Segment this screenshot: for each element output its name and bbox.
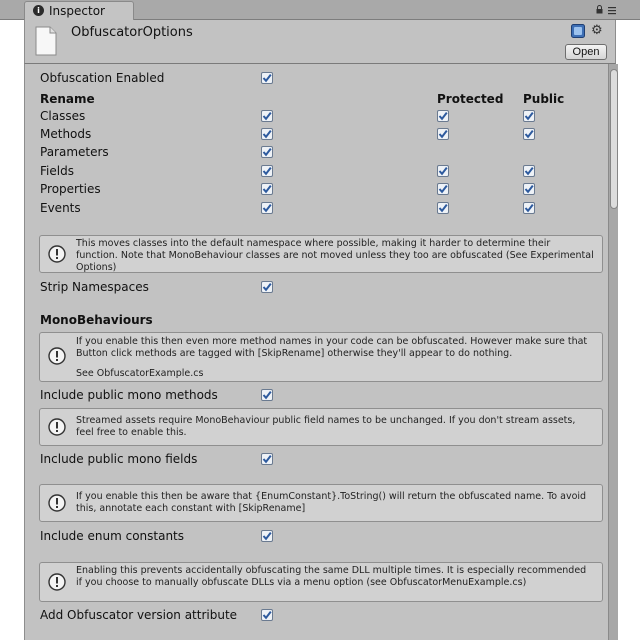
tab-label: Inspector: [49, 4, 105, 18]
properties-protected-checkbox[interactable]: [437, 183, 449, 195]
events-checkbox[interactable]: [261, 202, 273, 214]
fields-public-checkbox[interactable]: [523, 165, 535, 177]
streamed-assets-help-box: [39, 408, 603, 446]
methods-public-checkbox[interactable]: [523, 128, 535, 140]
include-public-mono-fields-checkbox[interactable]: [261, 453, 273, 465]
warning-icon: [48, 494, 66, 512]
namespace-help-text: This moves classes into the default namespace where possible, making it harder to determine their function. Note that MonoBehaviour classes are not moved unless they too are obfuscated (See Experimental Options): [76, 238, 594, 273]
enum-help-box: [39, 484, 603, 522]
fields-checkbox[interactable]: [261, 165, 273, 177]
lock-icon[interactable]: [596, 5, 603, 14]
parameters-checkbox[interactable]: [261, 146, 273, 158]
inspector-content: [24, 64, 608, 640]
fields-label: Fields: [40, 164, 74, 178]
enum-help-text: If you enable this then be aware that {EnumConstant}.ToString() will return the obfuscated name. To avoid this, annotate each constant with [SkipRename]: [76, 491, 587, 514]
info-icon: i: [33, 5, 44, 16]
strip-namespaces-checkbox[interactable]: [261, 281, 273, 293]
rename-header: Rename: [40, 92, 95, 106]
classes-protected-checkbox[interactable]: [437, 110, 449, 122]
warning-icon: [48, 418, 66, 436]
streamed-assets-help-text: Streamed assets require MonoBehaviour public field names to be unchanged. If you don't stream assets, feel free to enable this.: [76, 415, 576, 438]
inspector-header: [24, 20, 616, 64]
scrollbar-thumb[interactable]: [610, 69, 618, 209]
right-margin: [618, 64, 640, 640]
mono-methods-help-text: If you enable this then even more method names in your code can be obfuscated. However make sure that Button click methods are tagged with [SkipRename] otherwise they'll appear to do nothing.: [76, 336, 588, 359]
protected-column-header: Protected: [437, 92, 504, 106]
mono-methods-help-box: [39, 332, 603, 382]
methods-label: Methods: [40, 127, 92, 141]
include-public-mono-methods-label: Include public mono methods: [40, 388, 218, 402]
add-version-attribute-checkbox[interactable]: [261, 609, 273, 621]
file-icon: [35, 26, 57, 56]
include-public-mono-methods-checkbox[interactable]: [261, 389, 273, 401]
warning-icon: [48, 347, 66, 365]
warning-icon: [48, 573, 66, 591]
classes-public-checkbox[interactable]: [523, 110, 535, 122]
vertical-scrollbar[interactable]: [608, 64, 618, 640]
properties-public-checkbox[interactable]: [523, 183, 535, 195]
mono-methods-help-link: See ObfuscatorExample.cs: [76, 368, 204, 379]
methods-checkbox[interactable]: [261, 128, 273, 140]
events-label: Events: [40, 201, 81, 215]
events-public-checkbox[interactable]: [523, 202, 535, 214]
events-protected-checkbox[interactable]: [437, 202, 449, 214]
add-version-attribute-label: Add Obfuscator version attribute: [40, 608, 238, 622]
tab-inspector[interactable]: [24, 1, 134, 20]
properties-checkbox[interactable]: [261, 183, 273, 195]
fields-protected-checkbox[interactable]: [437, 165, 449, 177]
parameters-label: Parameters: [40, 145, 109, 159]
obfuscation-enabled-label: Obfuscation Enabled: [40, 71, 165, 85]
methods-protected-checkbox[interactable]: [437, 128, 449, 140]
properties-label: Properties: [40, 182, 101, 196]
public-column-header: Public: [523, 92, 565, 106]
warning-icon: [48, 245, 66, 263]
open-button[interactable]: Open: [565, 44, 607, 60]
namespace-help-box: [39, 235, 603, 273]
include-public-mono-fields-label: Include public mono fields: [40, 452, 198, 466]
asset-title: ObfuscatorOptions: [71, 25, 193, 40]
menu-icon[interactable]: [607, 5, 617, 15]
obfuscation-enabled-checkbox[interactable]: [261, 72, 273, 84]
dll-help-box: [39, 562, 603, 602]
include-enum-constants-label: Include enum constants: [40, 529, 185, 543]
include-enum-constants-checkbox[interactable]: [261, 530, 273, 542]
help-icon[interactable]: [571, 24, 585, 38]
dll-help-text: Enabling this prevents accidentally obfuscating the same DLL multiple times. It is especially recommended if you choose to manually obfuscate DLLs via a menu option (see ObfuscatorMenuExample.cs): [76, 565, 587, 588]
classes-checkbox[interactable]: [261, 110, 273, 122]
tab-bar: [0, 0, 640, 20]
classes-label: Classes: [40, 109, 86, 123]
gear-icon[interactable]: ⚙: [591, 23, 603, 38]
monobehaviours-header: MonoBehaviours: [40, 313, 153, 327]
strip-namespaces-label: Strip Namespaces: [40, 280, 149, 294]
